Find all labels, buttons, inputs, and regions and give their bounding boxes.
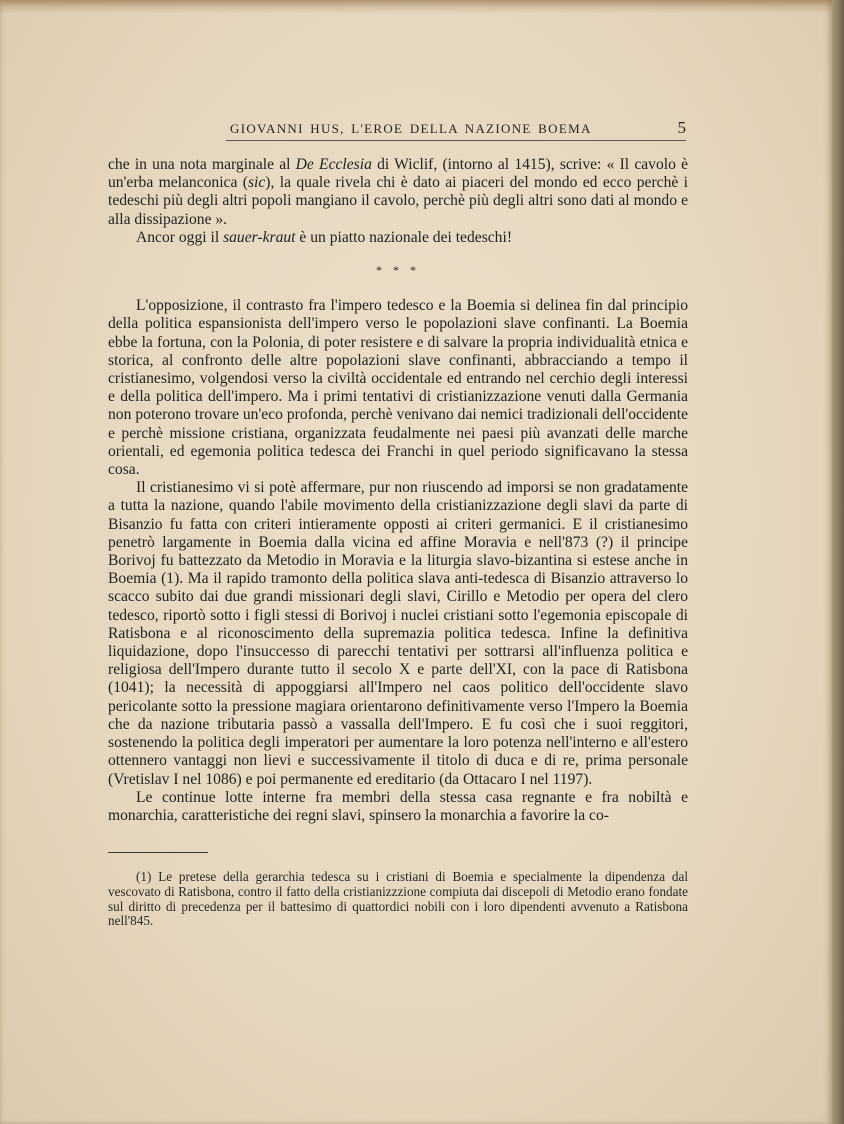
paragraph-1: che in una nota marginale al De Ecclesia di Wiclif, (intorno al 1415), scrive: « Il cavolo è un'erba melanconica (sic), la quale rivela chi è dato ai piaceri del mondo ed ecco perchè i tedeschi più degli altri popoli mangiano il cavolo, perchè più degli altri sono dati al mondo e alla dissipazione ».: [108, 156, 689, 228]
paragraph-4: Il cristianesimo vi si potè affermare, pur non riuscendo ad imporsi se non gradatamente a tutta la nazione, quando l'abile movimento della cristianizzazione degli slavi da parte di Bisanzio fu fatta con criteri intieramente opposti ai criteri germanici. E il cristianesimo penetrò largamente in Boemia dalla vicina ed affine Moravia e nell'873 (?) il principe Borivoj fu battezzato da Metodio in Moravia e la liturgia slavo-bizantina si estese anche in Boemia (1). Ma il rapido tramonto della politica slava anti-tedesca di Bisanzio attraverso lo scacco subito dai due grandi missionari degli slavi, Cirillo e Metodio per opera del clero tedesco, riportò sotto i figli stessi di Borivoj i nuclei cristiani sotto l'egemonia episcopale di Ratisbona e al riconoscimento della supremazia politica tedesca. Infine la definitiva liquidazione, dopo l'insuccesso di parecchi tentativi per sottrarsi all'influenza politica e religiosa dell'Impero durante tutto il secolo X e parte dell'XI, con la pace di Ratisbona (1041); la necessità di appoggiarsi all'Impero nel caos politico dell'occidente slavo pericolante sotto la pressione magiara orientarono definitivamente verso l'Impero la Boemia che da nazione tributaria passò a vassalla dell'Impero. E fu così che i suoi reggitori, sostenendo la politica degli imperatori per aumentare la loro potenza nell'interno e all'estero ottennero vantaggi non lievi e successivamente il titolo di duca e di re, prima personale (Vretislav I nel 1086) e poi permanente ed ereditario (da Ottacaro I nel 1197).: [108, 479, 688, 788]
header-rule: [226, 140, 686, 141]
page-stain: [0, 0, 832, 14]
paragraph-2: Ancor oggi il sauer-kraut è un piatto nazionale dei tedeschi!: [136, 228, 513, 246]
footnote: (1) Le pretese della gerarchia tedesca su i cristiani di Boemia e specialmente la dipendenza dal vescovato di Ratisbona, contro il fatto della cristianizzzione compiuta dai discepoli di Metodio erano fondate sul diritto di precedenza per il battesimo di quattordici nobili con i loro dipendenti avvenuto a Ratisbona nell'845.: [108, 869, 688, 929]
section-separator: * * *: [376, 263, 420, 278]
main-text: [108, 156, 688, 825]
sic-note: sic: [247, 174, 266, 192]
paragraph-5: Le continue lotte interne fra membri della stessa casa regnante e fra nobiltà e monarchia, caratteristiche dei regni slavi, spinsero la monarchia a favorire la co-: [108, 788, 688, 824]
italic-term: sauer-kraut: [223, 228, 296, 246]
running-title: GIOVANNI HUS, L'EROE DELLA NAZIONE BOEMA: [230, 121, 592, 136]
page-edge: [832, 0, 844, 1124]
page-header: [230, 118, 690, 140]
work-title: De Ecclesia: [295, 156, 372, 173]
paragraph-3: L'opposizione, il contrasto fra l'impero tedesco e la Boemia si delinea fin dal principio della politica espansionista dell'impero verso le popolazioni slave confinanti. La Boemia ebbe la fortuna, con la Polonia, di poter resistere e di salvare la propria individualità etnica e storica, al confronto delle altre popolazioni slave confinanti, abbracciando a tempo il cristianesimo, volgendosi verso la civiltà occidentale ed entrando nel cerchio degli interessi e della politica dell'impero. Ma i primi tentativi di cristianizzazione venuti dalla Germania non poterono trovare un'eco profonda, perchè venivano dai nemici tradizionali dell'occidente e perchè missione cristiana, organizzata feudalmente nei paesi più avanzati delle marche orientali, ed egemonia politica tedesca dei Franchi in quel periodo significavano la stessa cosa.: [108, 297, 688, 479]
footnote-rule: [108, 852, 208, 853]
page-number: 5: [677, 118, 686, 137]
